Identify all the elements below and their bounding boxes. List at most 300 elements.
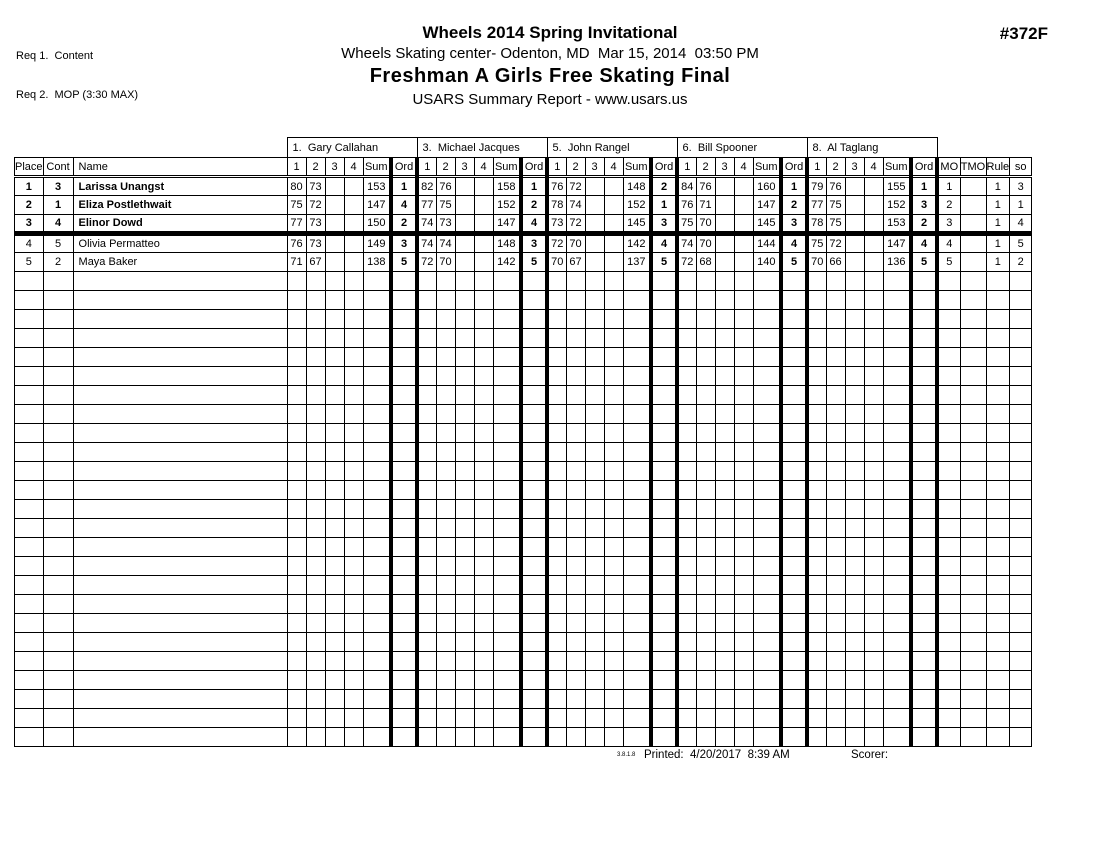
- cell-score: 76: [436, 177, 455, 196]
- cell-sum: [883, 595, 911, 614]
- cell-rule: [986, 595, 1010, 614]
- cell-ord: [781, 462, 807, 481]
- cell-score: [807, 595, 826, 614]
- cell-score: [547, 519, 566, 538]
- cell-name: Elinor Dowd: [73, 215, 287, 234]
- cell-score: [734, 405, 753, 424]
- cell-place: [15, 462, 44, 481]
- cell-score: [845, 557, 864, 576]
- cell-score: [547, 443, 566, 462]
- cell-score: [436, 709, 455, 728]
- cell-score: [807, 652, 826, 671]
- cell-sum: [753, 481, 781, 500]
- cell-score: [474, 595, 493, 614]
- cell-ord: [911, 652, 937, 671]
- cell-score: [547, 348, 566, 367]
- cell-score: [417, 614, 436, 633]
- cell-score: 73: [306, 234, 325, 253]
- cell-score: [344, 652, 363, 671]
- cell-sum: [753, 405, 781, 424]
- requirement-line-1: Req 1. Content: [16, 50, 94, 62]
- cell-sum: [493, 367, 521, 386]
- cell-place: [15, 538, 44, 557]
- cell-sum: [363, 671, 391, 690]
- cell-score: [547, 538, 566, 557]
- cell-score: [734, 519, 753, 538]
- cell-score: [734, 253, 753, 272]
- cell-ord: [521, 595, 547, 614]
- cell-score: [864, 633, 883, 652]
- cell-name: [73, 614, 287, 633]
- cell-score: [455, 538, 474, 557]
- judge-name-header: 3. Michael Jacques: [417, 138, 547, 158]
- cell-cont: [43, 462, 73, 481]
- cell-so: [1010, 728, 1032, 747]
- cell-place: [15, 424, 44, 443]
- cell-ord: [781, 595, 807, 614]
- cell-score: [715, 595, 734, 614]
- cell-sum: 145: [753, 215, 781, 234]
- cell-score: [604, 652, 623, 671]
- header-judge-2: 2: [436, 158, 455, 177]
- empty-row: [15, 671, 1032, 690]
- cell-score: 72: [566, 177, 585, 196]
- cell-sum: [623, 310, 651, 329]
- cell-sum: [623, 519, 651, 538]
- cell-score: [734, 709, 753, 728]
- header-mo: MO: [937, 158, 960, 177]
- cell-score: [677, 443, 696, 462]
- cell-score: 70: [566, 234, 585, 253]
- cell-sum: [363, 519, 391, 538]
- cell-cont: [43, 291, 73, 310]
- cell-sum: [363, 272, 391, 291]
- printed-timestamp: Printed: 4/20/2017 8:39 AM: [644, 749, 790, 761]
- cell-score: [677, 538, 696, 557]
- cell-cont: [43, 576, 73, 595]
- cell-score: [474, 272, 493, 291]
- cell-ord: [391, 291, 417, 310]
- empty-row: [15, 443, 1032, 462]
- cell-score: [604, 519, 623, 538]
- cell-score: [715, 557, 734, 576]
- cell-sum: [753, 462, 781, 481]
- cell-score: [677, 671, 696, 690]
- cell-score: [864, 538, 883, 557]
- cell-score: [696, 576, 715, 595]
- cell-cont: [43, 671, 73, 690]
- software-version: 3.8.1.8: [617, 752, 636, 758]
- cell-mo: [937, 367, 960, 386]
- cell-score: [826, 443, 845, 462]
- cell-score: [344, 519, 363, 538]
- cell-score: [436, 614, 455, 633]
- cell-mo: 5: [937, 253, 960, 272]
- cell-ord: [391, 405, 417, 424]
- cell-mo: [937, 728, 960, 747]
- cell-ord: [911, 557, 937, 576]
- cell-score: [826, 329, 845, 348]
- competition-title: Wheels 2014 Spring Invitational: [422, 23, 678, 42]
- cell-score: [845, 690, 864, 709]
- cell-score: [677, 405, 696, 424]
- cell-score: [696, 690, 715, 709]
- cell-sum: [363, 595, 391, 614]
- cell-ord: [391, 348, 417, 367]
- cell-sum: [493, 595, 521, 614]
- cell-score: [287, 576, 306, 595]
- cell-sum: [363, 443, 391, 462]
- cell-score: [344, 424, 363, 443]
- cell-score: [845, 253, 864, 272]
- cell-score: [864, 557, 883, 576]
- cell-score: [677, 424, 696, 443]
- cell-score: [845, 595, 864, 614]
- cell-score: [585, 557, 604, 576]
- cell-score: [566, 690, 585, 709]
- empty-row: [15, 633, 1032, 652]
- cell-score: [417, 348, 436, 367]
- judge-name-header: 6. Bill Spooner: [677, 138, 807, 158]
- cell-score: [417, 595, 436, 614]
- cell-score: [306, 424, 325, 443]
- cell-score: [734, 500, 753, 519]
- cell-score: [696, 614, 715, 633]
- cell-ord: [391, 728, 417, 747]
- cell-score: 82: [417, 177, 436, 196]
- cell-ord: [911, 671, 937, 690]
- cell-score: [864, 443, 883, 462]
- cell-ord: [651, 690, 677, 709]
- cell-score: [547, 329, 566, 348]
- cell-score: [474, 424, 493, 443]
- cell-score: [436, 291, 455, 310]
- cell-score: [604, 367, 623, 386]
- cell-ord: 4: [781, 234, 807, 253]
- cell-sum: [493, 633, 521, 652]
- cell-rule: [986, 633, 1010, 652]
- cell-score: [604, 557, 623, 576]
- cell-score: [474, 614, 493, 633]
- cell-sum: [623, 424, 651, 443]
- cell-score: [807, 690, 826, 709]
- cell-score: [845, 310, 864, 329]
- cell-cont: 2: [43, 253, 73, 272]
- cell-ord: [391, 443, 417, 462]
- cell-score: [845, 348, 864, 367]
- cell-score: [864, 215, 883, 234]
- cell-score: [287, 481, 306, 500]
- cell-rule: [986, 728, 1010, 747]
- cell-score: [474, 462, 493, 481]
- cell-score: [417, 367, 436, 386]
- cell-score: 68: [696, 253, 715, 272]
- cell-score: [287, 709, 306, 728]
- cell-tmo: [960, 196, 986, 215]
- cell-score: [547, 424, 566, 443]
- cell-sum: [753, 576, 781, 595]
- cell-place: [15, 443, 44, 462]
- cell-score: [715, 329, 734, 348]
- cell-ord: [911, 424, 937, 443]
- header-judge-sum: Sum: [753, 158, 781, 177]
- cell-score: [547, 310, 566, 329]
- cell-score: [677, 576, 696, 595]
- cell-ord: 1: [391, 177, 417, 196]
- cell-ord: [521, 367, 547, 386]
- cell-ord: [651, 348, 677, 367]
- cell-rule: [986, 652, 1010, 671]
- cell-sum: 140: [753, 253, 781, 272]
- cell-cont: [43, 272, 73, 291]
- cell-ord: [651, 557, 677, 576]
- cell-score: [566, 633, 585, 652]
- cell-ord: [521, 443, 547, 462]
- cell-score: [474, 196, 493, 215]
- cell-score: [325, 386, 344, 405]
- cell-ord: 1: [521, 177, 547, 196]
- cell-tmo: [960, 234, 986, 253]
- cell-score: [474, 310, 493, 329]
- cell-ord: [911, 728, 937, 747]
- cell-sum: [883, 424, 911, 443]
- cell-score: [306, 519, 325, 538]
- cell-sum: 147: [363, 196, 391, 215]
- cell-sum: [883, 348, 911, 367]
- cell-sum: [753, 386, 781, 405]
- cell-rule: [986, 348, 1010, 367]
- skater-row: [15, 253, 1032, 272]
- cell-score: [566, 652, 585, 671]
- cell-score: [826, 424, 845, 443]
- cell-score: [845, 538, 864, 557]
- cell-rule: [986, 291, 1010, 310]
- header-judge-2: 2: [306, 158, 325, 177]
- cell-cont: [43, 538, 73, 557]
- cell-score: [604, 462, 623, 481]
- cell-score: [826, 652, 845, 671]
- cell-ord: [911, 690, 937, 709]
- cell-sum: [623, 614, 651, 633]
- header-judge-ord: Ord: [391, 158, 417, 177]
- cell-ord: [911, 538, 937, 557]
- cell-ord: [781, 310, 807, 329]
- header-judge-2: 2: [566, 158, 585, 177]
- cell-cont: 3: [43, 177, 73, 196]
- cell-sum: [623, 728, 651, 747]
- cell-rule: [986, 386, 1010, 405]
- header-judge-3: 3: [585, 158, 604, 177]
- cell-score: [715, 671, 734, 690]
- cell-sum: [493, 272, 521, 291]
- cell-cont: [43, 310, 73, 329]
- cell-name: [73, 329, 287, 348]
- cell-cont: [43, 329, 73, 348]
- cell-score: [325, 481, 344, 500]
- cell-cont: 4: [43, 215, 73, 234]
- cell-ord: [391, 424, 417, 443]
- cell-score: [604, 386, 623, 405]
- cell-score: [455, 728, 474, 747]
- cell-score: [864, 253, 883, 272]
- header-judge-4: 4: [604, 158, 623, 177]
- cell-score: [436, 386, 455, 405]
- cell-score: [566, 405, 585, 424]
- cell-score: [807, 538, 826, 557]
- cell-name: Maya Baker: [73, 253, 287, 272]
- cell-score: [585, 310, 604, 329]
- cell-ord: [521, 519, 547, 538]
- cell-score: [585, 405, 604, 424]
- cell-rule: [986, 614, 1010, 633]
- cell-score: [436, 519, 455, 538]
- cell-score: [306, 291, 325, 310]
- cell-place: [15, 310, 44, 329]
- cell-score: [826, 310, 845, 329]
- cell-so: [1010, 690, 1032, 709]
- cell-cont: [43, 500, 73, 519]
- cell-sum: [363, 291, 391, 310]
- cell-score: 78: [807, 215, 826, 234]
- cell-place: [15, 614, 44, 633]
- cell-score: [734, 443, 753, 462]
- cell-score: 74: [677, 234, 696, 253]
- cell-sum: [753, 500, 781, 519]
- cell-score: [696, 595, 715, 614]
- cell-ord: [651, 728, 677, 747]
- cell-mo: [937, 481, 960, 500]
- cell-score: 67: [566, 253, 585, 272]
- cell-score: [306, 443, 325, 462]
- cell-score: [474, 329, 493, 348]
- cell-sum: [493, 671, 521, 690]
- empty-row: [15, 272, 1032, 291]
- cell-score: [864, 291, 883, 310]
- cell-score: [306, 329, 325, 348]
- cell-score: [474, 367, 493, 386]
- cell-score: [604, 424, 623, 443]
- cell-sum: [493, 329, 521, 348]
- cell-score: [417, 424, 436, 443]
- cell-score: [344, 310, 363, 329]
- cell-score: [287, 329, 306, 348]
- cell-so: [1010, 576, 1032, 595]
- cell-mo: [937, 595, 960, 614]
- cell-sum: [623, 633, 651, 652]
- empty-row: [15, 424, 1032, 443]
- header-judge-3: 3: [325, 158, 344, 177]
- cell-score: [604, 500, 623, 519]
- cell-score: 72: [826, 234, 845, 253]
- cell-tmo: [960, 215, 986, 234]
- cell-sum: 145: [623, 215, 651, 234]
- cell-score: [455, 348, 474, 367]
- cell-ord: 5: [651, 253, 677, 272]
- cell-score: [306, 633, 325, 652]
- cell-score: [715, 177, 734, 196]
- cell-score: [826, 709, 845, 728]
- cell-place: [15, 291, 44, 310]
- event-number: #372F: [999, 24, 1048, 43]
- cell-score: [826, 538, 845, 557]
- cell-score: [826, 519, 845, 538]
- cell-score: [325, 728, 344, 747]
- cell-score: [455, 177, 474, 196]
- cell-sum: [753, 424, 781, 443]
- cell-sum: 158: [493, 177, 521, 196]
- cell-sum: 149: [363, 234, 391, 253]
- cell-sum: [493, 519, 521, 538]
- cell-score: [455, 386, 474, 405]
- cell-score: [734, 557, 753, 576]
- cell-score: [864, 728, 883, 747]
- cell-score: [604, 538, 623, 557]
- cell-sum: [753, 272, 781, 291]
- cell-score: [734, 367, 753, 386]
- empty-row: [15, 462, 1032, 481]
- cell-place: [15, 576, 44, 595]
- cell-tmo: [960, 348, 986, 367]
- cell-score: [306, 386, 325, 405]
- cell-place: 5: [15, 253, 44, 272]
- cell-place: [15, 500, 44, 519]
- cell-score: [455, 576, 474, 595]
- cell-score: [864, 500, 883, 519]
- cell-score: [604, 272, 623, 291]
- cell-score: [417, 310, 436, 329]
- cell-score: [325, 310, 344, 329]
- cell-mo: [937, 690, 960, 709]
- cell-score: [287, 595, 306, 614]
- cell-sum: [883, 405, 911, 424]
- cell-name: [73, 709, 287, 728]
- cell-score: [826, 728, 845, 747]
- cell-ord: [391, 557, 417, 576]
- cell-ord: [391, 690, 417, 709]
- cell-ord: [651, 538, 677, 557]
- cell-ord: [391, 671, 417, 690]
- cell-score: [807, 462, 826, 481]
- cell-score: 84: [677, 177, 696, 196]
- cell-score: [826, 576, 845, 595]
- cell-cont: [43, 519, 73, 538]
- cell-score: [417, 462, 436, 481]
- cell-sum: [883, 481, 911, 500]
- cell-mo: [937, 386, 960, 405]
- cell-score: [826, 462, 845, 481]
- cell-score: [344, 633, 363, 652]
- cell-score: [325, 196, 344, 215]
- cell-score: [715, 500, 734, 519]
- cell-score: [677, 614, 696, 633]
- cell-score: [604, 576, 623, 595]
- cell-ord: 4: [391, 196, 417, 215]
- header-judge-ord: Ord: [781, 158, 807, 177]
- cell-name: Eliza Postlethwait: [73, 196, 287, 215]
- cell-score: [547, 462, 566, 481]
- header-name: Name: [73, 158, 287, 177]
- cell-sum: 155: [883, 177, 911, 196]
- cell-score: [287, 310, 306, 329]
- cell-score: 78: [547, 196, 566, 215]
- cell-score: [604, 310, 623, 329]
- cell-score: [715, 291, 734, 310]
- cell-score: [325, 405, 344, 424]
- cell-so: [1010, 709, 1032, 728]
- cell-ord: [521, 481, 547, 500]
- cell-tmo: [960, 253, 986, 272]
- cell-score: [287, 519, 306, 538]
